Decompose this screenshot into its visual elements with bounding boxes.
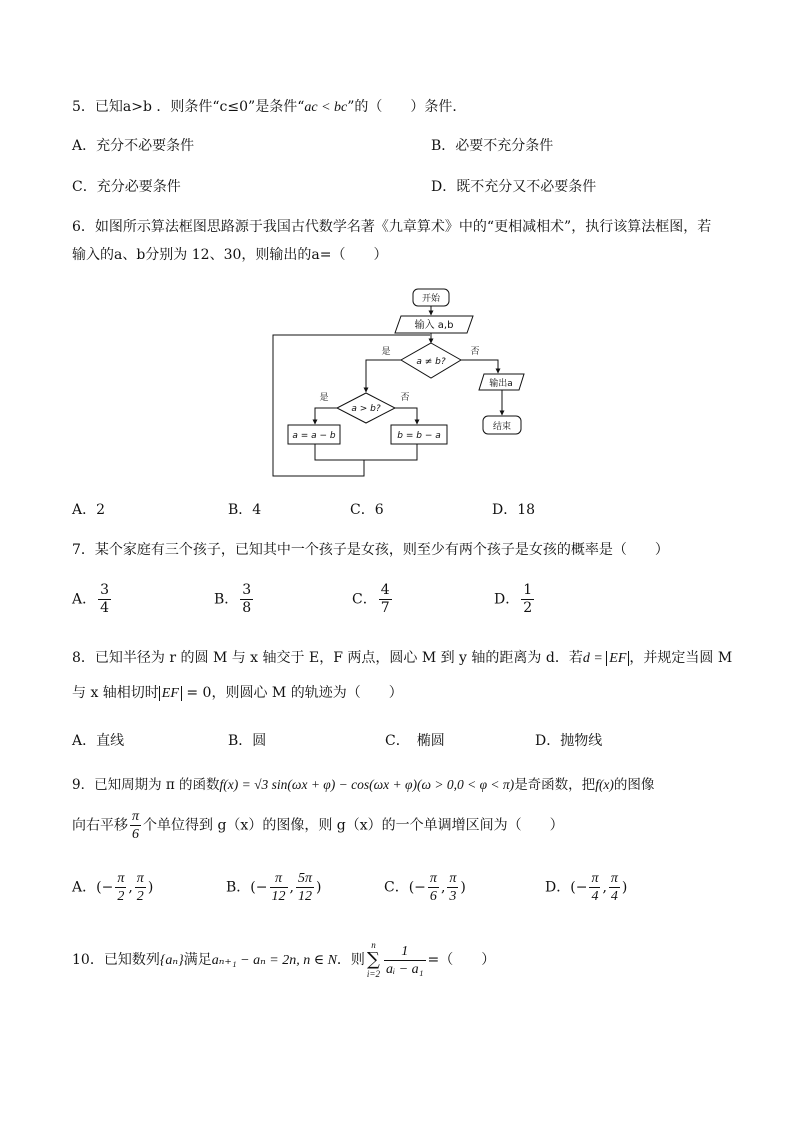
flow-end-text: 结束 [492, 422, 512, 432]
q10-stem: 10．已知数列{aₙ}满足aₙ₊₁ − aₙ = 2n, n ∈ N．则 n ∑ i=2 $\frac{1}{\text{aᵢ − a₁}}$ =（ ） [72, 940, 496, 979]
flow-no1-text: 否 [470, 347, 480, 357]
q6-option-b[interactable]: B．4 [228, 502, 262, 518]
q9-option-b[interactable]: B．(− $\frac{\pi}{12}$ , $\frac{5\pi}{12}$ ) [226, 871, 322, 904]
q8-option-c[interactable]: C． 椭圆 [385, 733, 445, 749]
flow-input-text: 输入 a,b [414, 320, 454, 331]
q6-option-a[interactable]: A．2 [72, 502, 106, 518]
q5-stem: 5．已知a>b ．则条件“c≤0”是条件“ac < bc”的（ ）条件． [72, 99, 467, 115]
q9-stem-line1: 9．已知周期为 π 的函数f(x) = √3 sin(ωx + φ) − cos(ωx + φ)(ω > 0,0 < φ < π)是奇函数，把f(x)的图像 [72, 777, 655, 793]
q8-option-b[interactable]: B．圆 [228, 733, 267, 749]
flow-assign-a-text: a = a − b [292, 431, 336, 441]
flow-yes1-text: 是 [381, 347, 391, 357]
flow-start-text: 开始 [421, 294, 441, 304]
flow-no2-text: 否 [400, 393, 410, 403]
q5-option-b[interactable]: B．必要不充分条件 [431, 138, 554, 154]
flowchart [260, 282, 550, 482]
q9-stem-line2: 向右平移 $\frac{\pi}{6}$ 个单位得到 g（x）的图像，则 g（x）的一个单调增区间为（ ） [72, 809, 564, 842]
flow-output-text: 输出a [489, 379, 513, 389]
q7-option-d[interactable]: D． $\frac{1}{2}$ [494, 582, 533, 616]
q5-option-a[interactable]: A．充分不必要条件 [72, 138, 195, 154]
q7-option-a[interactable]: A． $\frac{3}{4}$ [72, 582, 110, 616]
q9-option-d[interactable]: D．(− $\frac{\pi}{4}$ , $\frac{\pi}{4}$ ) [545, 871, 628, 904]
q9-option-a[interactable]: A．(− $\frac{\pi}{2}$ , $\frac{\pi}{2}$ ) [72, 871, 154, 904]
q8-option-a[interactable]: A．直线 [72, 733, 125, 749]
flow-cond1-text: a ≠ b? [416, 357, 446, 367]
q7-option-c[interactable]: C． $\frac{4}{7}$ [352, 582, 390, 616]
q10-sum: n ∑ i=2 [366, 940, 380, 979]
q5-option-c[interactable]: C．充分必要条件 [72, 179, 181, 195]
q7-option-b[interactable]: B． $\frac{3}{8}$ [214, 582, 252, 616]
flow-cond2-text: a > b? [351, 404, 381, 414]
q7-stem: 7．某个家庭有三个孩子，已知其中一个孩子是女孩，则至少有两个孩子是女孩的概率是（ ） [72, 542, 669, 558]
q8-stem-line1: 8．已知半径为 r 的圆 M 与 x 轴交于 E，F 两点，圆心 M 到 y 轴的距离为 d．若d = EF ，并规定当圆 M [72, 650, 733, 666]
q6-stem-line1: 6．如图所示算法框图思路源于我国古代数学名著《九章算术》中的“更相减相术”，执行该算法框图，若 [72, 219, 712, 235]
flow-yes2-text: 是 [319, 393, 329, 403]
q6-option-c[interactable]: C．6 [350, 502, 384, 518]
q5-option-d[interactable]: D．既不充分又不必要条件 [431, 179, 597, 195]
q6-stem-line2: 输入的a、b分别为 12、30，则输出的a=（ ） [72, 247, 388, 263]
q8-stem-line2: 与 x 轴相切时 EF = 0，则圆心 M 的轨迹为（ ） [72, 685, 403, 701]
q8-option-d[interactable]: D．抛物线 [535, 733, 603, 749]
q6-option-d[interactable]: D．18 [492, 502, 536, 518]
q9-option-c[interactable]: C．(− $\frac{\pi}{6}$ , $\frac{\pi}{3}$ ) [384, 871, 466, 904]
flow-assign-b-text: b = b − a [397, 431, 441, 441]
